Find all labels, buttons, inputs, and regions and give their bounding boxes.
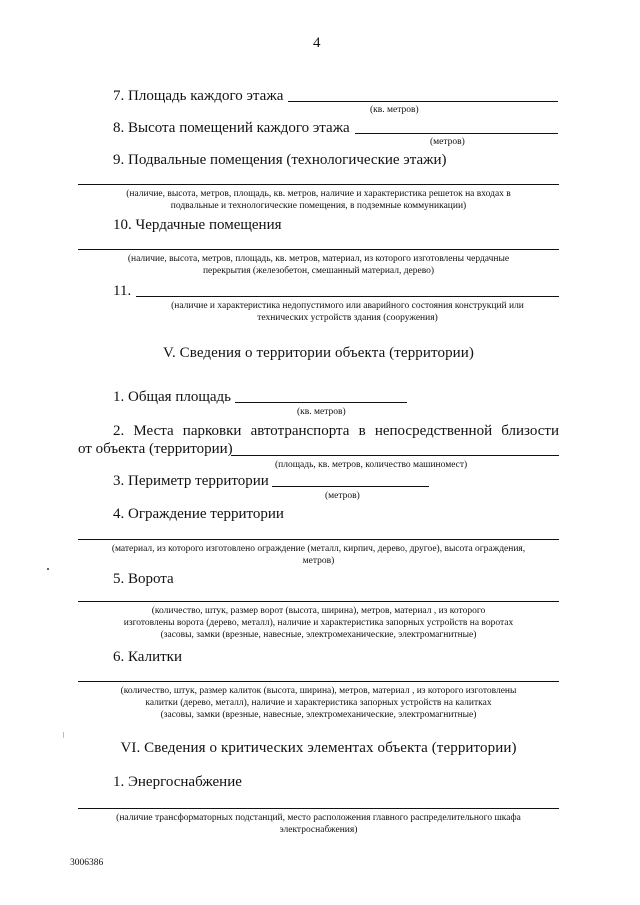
section-5-item-5-line — [78, 601, 559, 602]
section-5-title: V. Сведения о территории объекта (территории) — [162, 345, 475, 361]
item-11-caption-1: (наличие и характеристика недопустимого или аварийного состояния конструкций или — [171, 301, 524, 311]
footer-code: 3006386 — [70, 858, 104, 868]
page-number: 4 — [313, 35, 321, 51]
item-8-line — [355, 133, 558, 134]
section-6-item-1-line — [78, 808, 559, 809]
section-5-item-4-caption-2: метров) — [302, 556, 335, 566]
section-5-item-4-caption-1: (материал, из которого изготовлено ограждение (металл, кирпич, дерево, другое), высота ограждения, — [111, 544, 526, 554]
section-5-item-6-line — [78, 681, 559, 682]
section-5-item-2-line1: 2. Места парковки автотранспорта в непосредственной близости — [113, 423, 559, 439]
section-5-item-1-line — [235, 402, 407, 403]
item-8-caption: (метров) — [430, 137, 465, 147]
section-5-item-2-caption: (площадь, кв. метров, количество машиномест) — [275, 460, 468, 470]
section-5-item-6-caption-1: (количество, штук, размер калиток (высота, ширина), метров, материал , из которого изготовлены — [120, 686, 517, 696]
section-5-item-3-line — [272, 486, 429, 487]
item-11-label: 11. — [113, 283, 132, 299]
section-6-item-1-caption-2: электроснабжения) — [279, 825, 358, 835]
item-9-caption-2: подвальные и технологические помещения, в подземные коммуникации) — [170, 201, 467, 211]
item-9-line — [78, 184, 559, 185]
item-10-line — [78, 249, 559, 250]
section-5-item-3-label: 3. Периметр территории — [113, 473, 269, 489]
item-11-line — [136, 296, 559, 297]
section-5-item-5-caption-3: (засовы, замки (врезные, навесные, электромеханические, электромагнитные) — [160, 630, 477, 640]
item-8-label: 8. Высота помещений каждого этажа — [113, 120, 350, 136]
section-5-item-6-caption-2: калитки (дерево, металл), наличие и характеристика запорных устройств на калитках — [145, 698, 492, 708]
section-6-item-1-label: 1. Энергоснабжение — [113, 774, 242, 790]
section-5-item-4-label: 4. Ограждение территории — [113, 506, 284, 522]
item-7-line — [288, 101, 558, 102]
item-11-caption-2: технических устройств здания (сооружения) — [257, 313, 438, 323]
section-5-item-4-line — [78, 539, 559, 540]
scan-speck — [63, 732, 64, 738]
item-9-label: 9. Подвальные помещения (технологические этажи) — [113, 152, 447, 168]
section-6-title: VI. Сведения о критических элементах объекта (территории) — [120, 740, 517, 756]
section-5-item-5-caption-2: изготовлены ворота (дерево, металл), наличие и характеристика запорных устройств на воротах — [123, 618, 514, 628]
section-5-item-1-label: 1. Общая площадь — [113, 389, 232, 405]
section-5-item-1-caption: (кв. метров) — [297, 407, 346, 417]
section-5-item-5-caption-1: (количество, штук, размер ворот (высота, ширина), метров, материал , из которого — [151, 606, 486, 616]
section-5-item-2-field — [231, 455, 559, 456]
section-5-item-5-label: 5. Ворота — [113, 571, 174, 587]
item-10-caption-1: (наличие, высота, метров, площадь, кв. метров, материал, из которого изготовлены чердачные — [127, 254, 510, 264]
scan-speck — [47, 568, 49, 570]
section-5-item-6-caption-3: (засовы, замки (врезные, навесные, электромеханические, электромагнитные) — [160, 710, 477, 720]
section-5-item-3-caption: (метров) — [325, 491, 360, 501]
section-5-item-2-line2: от объекта (территории) — [78, 441, 233, 457]
item-10-caption-2: перекрытия (железобетон, смешанный материал, дерево) — [202, 266, 435, 276]
item-7-label: 7. Площадь каждого этажа — [113, 88, 284, 104]
section-6-item-1-caption-1: (наличие трансформаторных подстанций, место расположения главного распределительного шкафа — [116, 813, 521, 823]
item-9-caption-1: (наличие, высота, метров, площадь, кв. метров, наличие и характеристика решеток на входах в — [126, 189, 511, 199]
item-7-caption: (кв. метров) — [370, 105, 419, 115]
item-10-label: 10. Чердачные помещения — [113, 217, 282, 233]
section-5-item-6-label: 6. Калитки — [113, 649, 182, 665]
